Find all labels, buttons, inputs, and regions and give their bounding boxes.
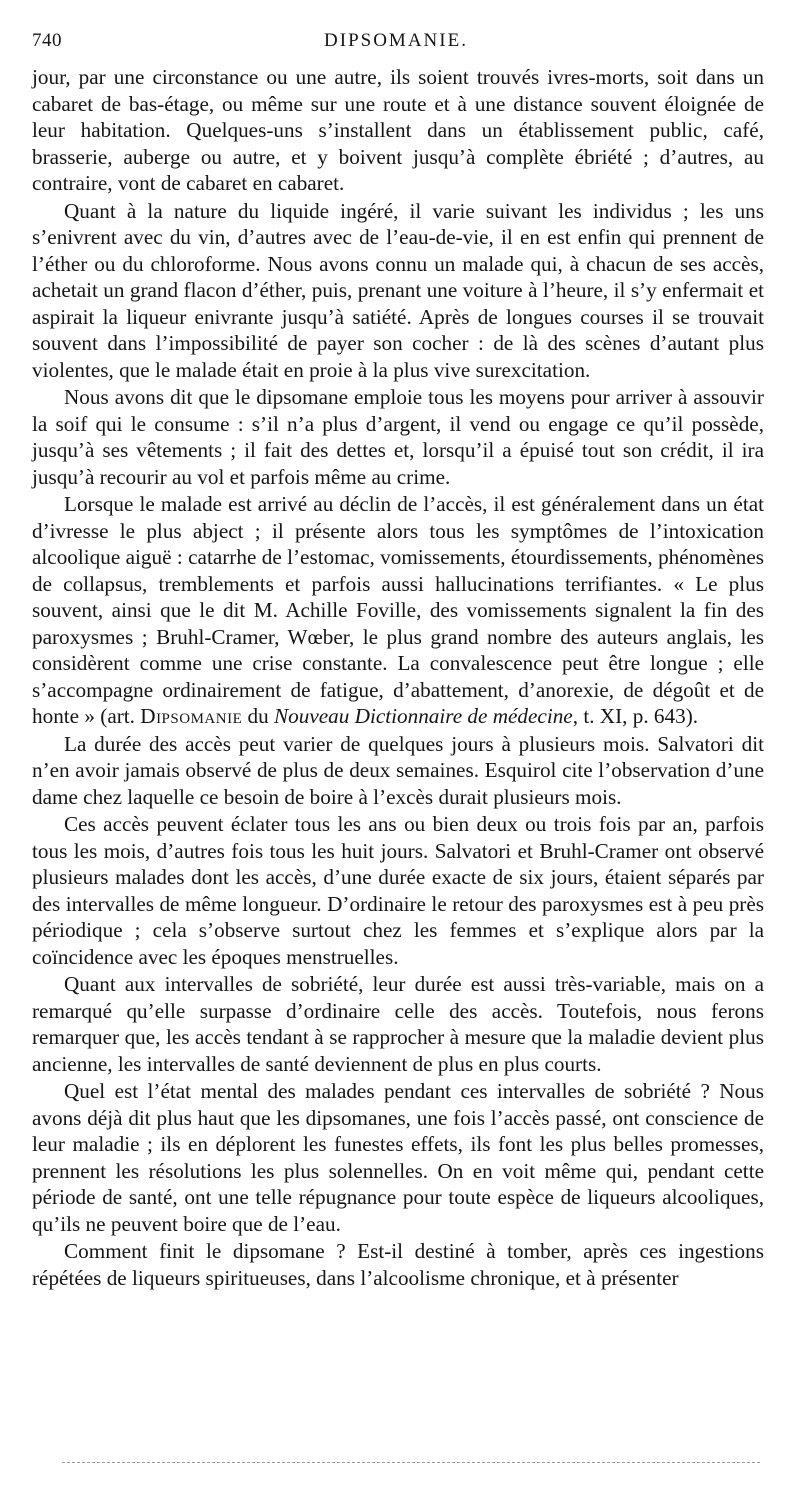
italic-title: Nouveau Dictionnaire de médecine — [274, 704, 573, 728]
paragraph — [32, 731, 764, 811]
paragraph — [32, 64, 764, 197]
paragraph — [32, 198, 764, 384]
paragraph-text: Quant aux intervalles de sobriété, leur durée est aussi très-variable, mais on a remarqué qu’elle surpasse d’ordinaire celle des accès. Toutefois, nous ferons remarquer que, les accès tendant à se rapprocher à mesure que la maladie devient plus ancienne, les intervalles de santé deviennent de plus en plus courts. — [32, 972, 764, 1076]
paragraph-text: , t. XI, p. 643). — [572, 704, 699, 728]
paragraph-text: jour, par une circonstance ou une autre, ils soient trouvés ivres-morts, soit dans un cabaret de bas-étage, ou même sur une route et à une distance souvent éloignée de leur habitation. Quelques-uns s’installent dans un établissement public, café, brasserie, auberge ou autre, et y boivent jusqu’à complète ébriété ; d’autres, au contraire, vont de cabaret en cabaret. — [32, 65, 764, 195]
body-text — [32, 64, 764, 1292]
paragraph — [32, 1078, 764, 1237]
paragraph-text: Nous avons dit que le dipsomane emploie tous les moyens pour arriver à assouvir la soif qui le consume : s’il n’a plus d’argent, il vend ou engage ce qu’il possède, jusqu’à ses vêtements ; il fait des dettes et, lorsqu’il a épuisé tout son crédit, il ira jusqu’à recourir au vol et parfois même au crime. — [32, 385, 764, 489]
paragraph-text: Comment finit le dipsomane ? Est-il destiné à tomber, après ces ingestions répétées de liqueurs spiritueuses, dans l’alcoolisme chronique, et à présenter — [32, 1239, 764, 1290]
paragraph — [32, 491, 764, 730]
paragraph-text: Ces accès peuvent éclater tous les ans ou bien deux ou trois fois par an, parfois tous les mois, d’autres fois tous les huit jours. Salvatori et Bruhl-Cramer ont observé plusieurs malades dont les accès, d’une durée exacte de six jours, étaient séparés par des intervalles de même longueur. D’ordinaire le retour des paroxysmes est à peu près périodique ; cela s’observe surtout chez les femmes et s’explique alors par la coïncidence avec les époques menstruelles. — [32, 812, 764, 969]
footer-rule — [62, 1462, 760, 1463]
paragraph — [32, 1238, 764, 1291]
page-header — [32, 30, 760, 58]
paragraph — [32, 971, 764, 1077]
paragraph-text: du — [242, 704, 275, 728]
paragraph-text: Quant à la nature du liquide ingéré, il varie suivant les individus ; les uns s’enivrent avec du vin, d’autres avec de l’eau-de-vie, il en est enfin qui prennent de l’éther ou du chloroforme. Nous avons connu un malade qui, à chacun de ses accès, achetait un grand flacon d’éther, puis, prenant une voiture à l’heure, il s’y enfermait et aspirait la liqueur enivrante jusqu’à satiété. Après de longues courses il se trouvait souvent dans l’impossibilité de payer son cocher : de là des scènes d’autant plus violentes, que le malade était en proie à la plus vive surexcitation. — [32, 198, 764, 382]
paragraph-text: La durée des accès peut varier de quelques jours à plusieurs mois. Salvatori dit n’en avoir jamais observé de plus de deux semaines. Esquirol cite l’observation d’une dame chez laquelle ce besoin de boire à l’excès durait plusieurs mois. — [32, 731, 764, 809]
paragraph — [32, 384, 764, 490]
page-number: 740 — [32, 30, 62, 51]
small-caps-text: Dipsomanie — [140, 704, 243, 728]
running-title: DIPSOMANIE. — [324, 30, 468, 51]
paragraph-text: Lorsque le malade est arrivé au déclin de l’accès, il est généralement dans un état d’ivresse le plus abject ; il présente alors tous les symptômes de l’intoxication alcoolique aiguë : catarrhe de l’estomac, vomissements, étourdissements, phénomènes de collapsus, tremblements et parfois aussi hallucinations terrifiantes. « Le plus souvent, ainsi que le dit M. Achille Foville, des vomissements signalent la fin des paroxysmes ; Bruhl-Cramer, Wœber, le plus grand nombre des auteurs anglais, les considèrent comme une crise constante. La convalescence peut être longue ; elle s’accompagne ordinairement de fatigue, d’abattement, d’anorexie, de dégoût et de honte » (art. — [32, 492, 764, 728]
paragraph — [32, 811, 764, 970]
paragraph-text: Quel est l’état mental des malades pendant ces intervalles de sobriété ? Nous avons déjà dit plus haut que les dipsomanes, une fois l’accès passé, ont conscience de leur maladie ; ils en déplorent les funestes effets, ils font les plus belles promesses, prennent les résolutions les plus solennelles. On en voit même qui, pendant cette période de santé, ont une telle répugnance pour toute espèce de liqueurs alcooliques, qu’ils ne peuvent boire que de l’eau. — [32, 1079, 764, 1236]
